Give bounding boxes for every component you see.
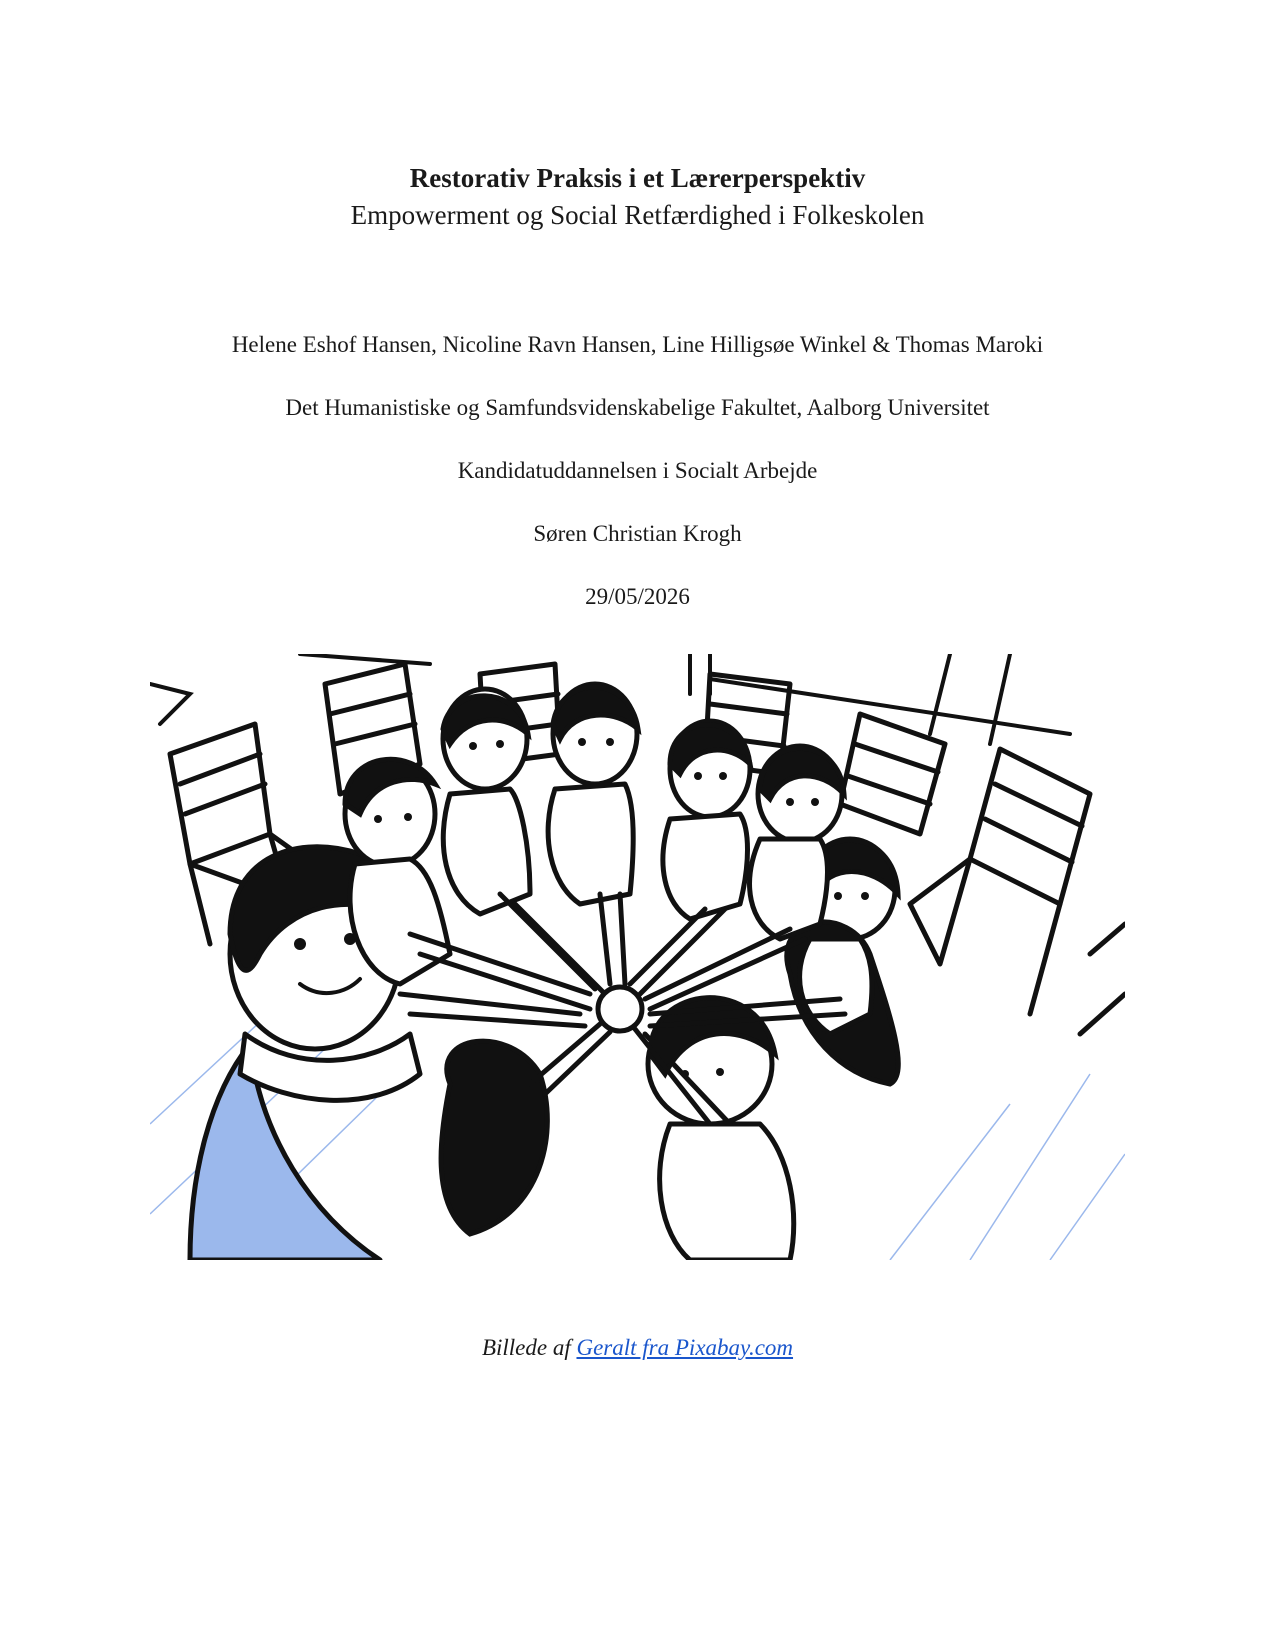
document-subtitle: Empowerment og Social Retfærdighed i Folkeskolen <box>350 200 925 230</box>
date: 29/05/2026 <box>585 584 690 609</box>
supervisor: Søren Christian Krogh <box>533 521 742 546</box>
figure-caption <box>0 1335 1275 1361</box>
caption-prefix: Billede af <box>481 1335 571 1360</box>
document-title: Restorativ Praksis i et Lærerperspektiv <box>409 163 866 193</box>
cover-illustration <box>150 654 1125 1260</box>
faculty: Det Humanistiske og Samfundsvidenskabelige Fakultet, Aalborg Universitet <box>285 395 990 420</box>
program: Kandidatuddannelsen i Socialt Arbejde <box>457 458 818 483</box>
authors: Helene Eshof Hansen, Nicoline Ravn Hansen, Line Hilligsøe Winkel & Thomas Maroki <box>231 332 1044 357</box>
caption-source-link[interactable]: Geralt fra Pixabay.com <box>576 1335 794 1360</box>
